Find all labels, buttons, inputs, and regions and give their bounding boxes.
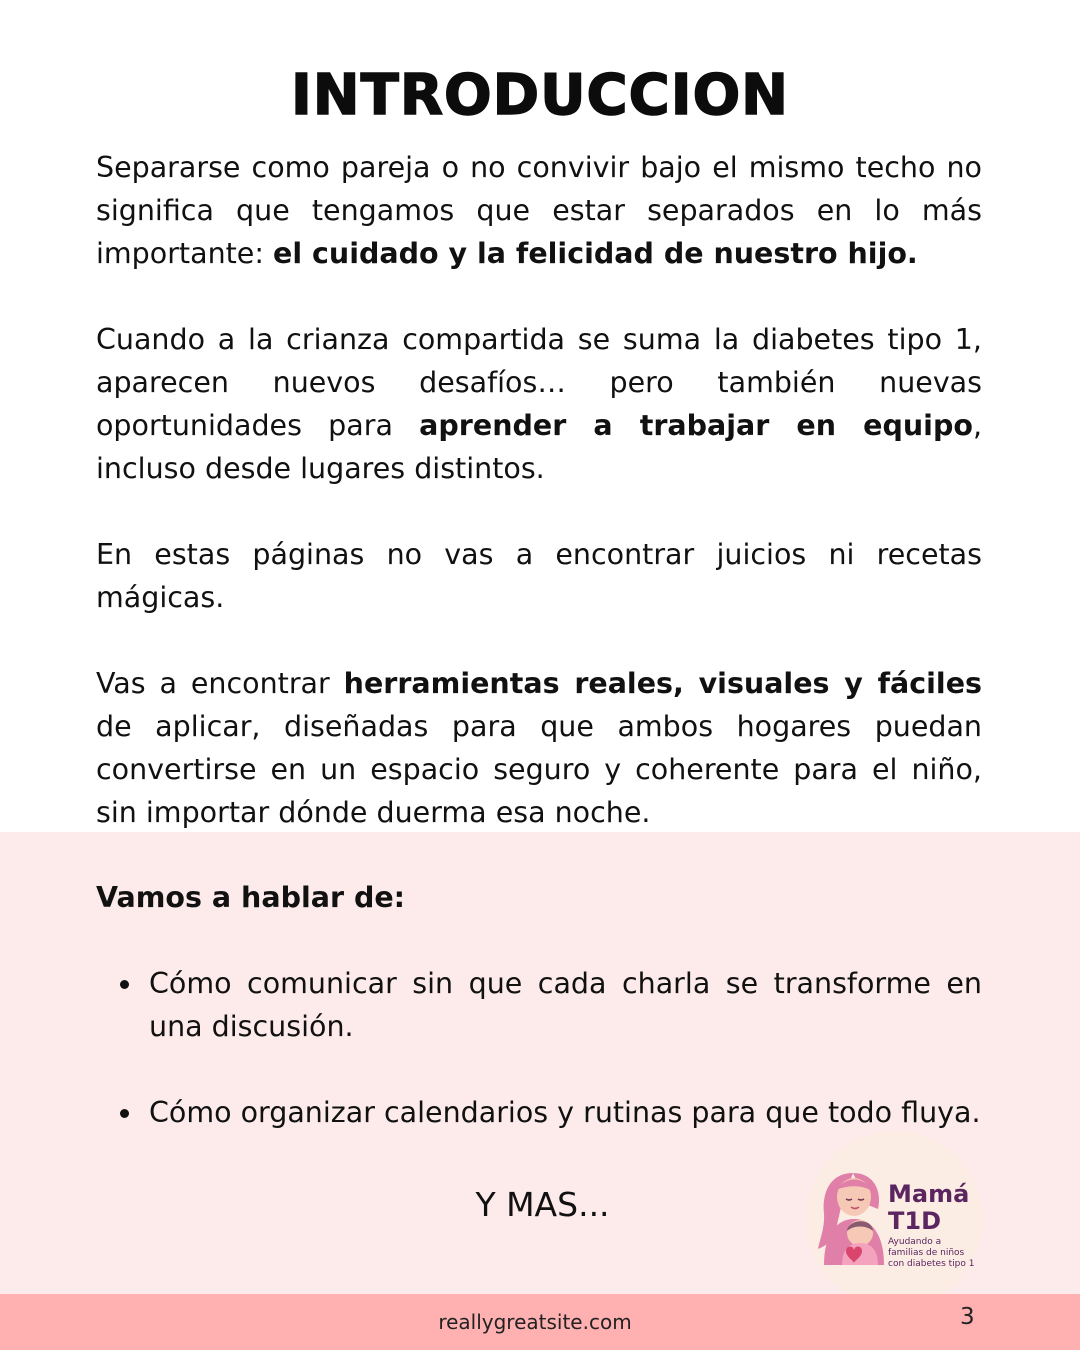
brand-logo (806, 1131, 983, 1308)
logo-subtitle: Ayudando a familias de niños con diabetes tipo 1 (888, 1237, 975, 1269)
footer-url[interactable]: reallygreatsite.com (438, 1310, 632, 1334)
logo-title (888, 1181, 969, 1235)
paragraph-text: Separarse como pareja o no convivir bajo el mismo techo no significa que tengamos que estar separados en lo más importante: (96, 151, 982, 270)
intro-paragraph-1 (96, 146, 982, 275)
paragraph-text: de aplicar, diseñadas para que ambos hogares puedan convertirse en un espacio seguro y coherente para el niño, sin importar dónde duerma esa noche. (96, 710, 982, 829)
topics-list (96, 1091, 982, 1134)
paragraph-text: , incluso desde lugares distintos. (96, 409, 982, 485)
mother-child-icon (816, 1169, 890, 1265)
paragraph-bold-text: el cuidado y la felicidad de nuestro hijo. (273, 237, 918, 270)
list-item (96, 962, 982, 1048)
paragraph-text: Vas a encontrar (96, 667, 344, 700)
list-item (96, 1091, 982, 1134)
footer-bar (0, 1294, 1080, 1350)
paragraph-bold-text: aprender a trabajar en equipo (419, 409, 973, 442)
logo-title-line: Mamá (888, 1180, 970, 1208)
bullet-icon (120, 980, 129, 989)
topics-list (96, 962, 982, 1048)
list-item-text: Cómo comunicar sin que cada charla se transforme en una discusión. (149, 967, 982, 1043)
bullet-icon (120, 1109, 129, 1118)
page-number: 3 (960, 1304, 975, 1330)
paragraph-text: Cuando a la crianza compartida se suma la diabetes tipo 1, aparecen nuevos desafíos… pero también nuevas oportunidades para (96, 323, 982, 442)
list-item-text: Cómo organizar calendarios y rutinas para que todo fluya. (149, 1096, 981, 1129)
paragraph-text: En estas páginas no vas a encontrar juicios ni recetas mágicas. (96, 538, 982, 614)
intro-paragraph-3 (96, 533, 982, 619)
intro-paragraph-2 (96, 318, 982, 490)
intro-paragraph-4 (96, 662, 982, 834)
paragraph-bold-text: herramientas reales, visuales y fáciles (343, 667, 982, 700)
logo-title-line: T1D (888, 1207, 941, 1235)
topics-heading: Vamos a hablar de: (96, 881, 406, 914)
page-title: INTRODUCCION (290, 63, 790, 128)
more-text: Y MAS... (475, 1185, 610, 1224)
